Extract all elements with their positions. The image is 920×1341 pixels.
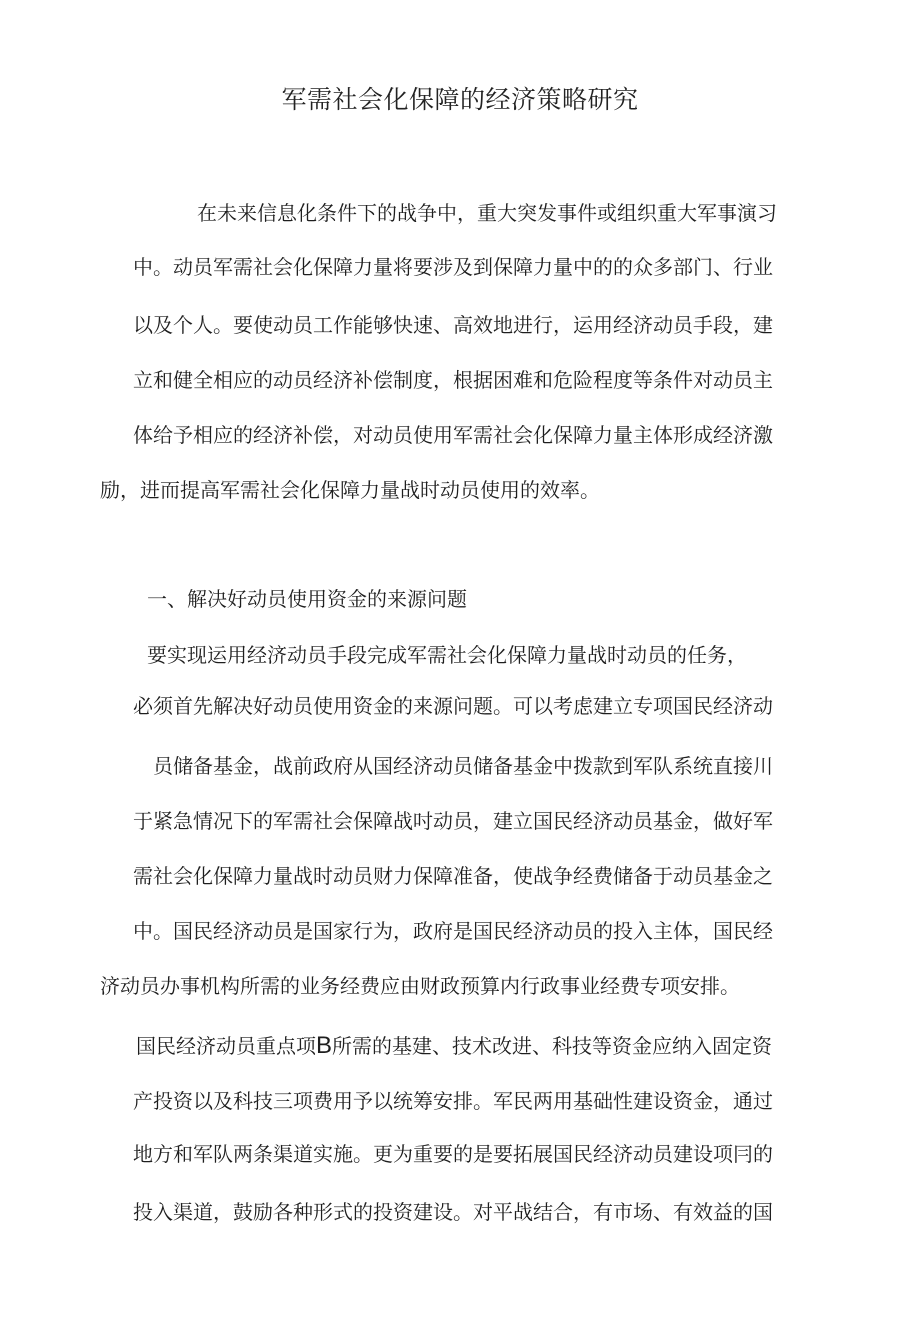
- paragraph-line: 济动员办事机构所需的业务经费应由财政预算内行政事业经费专项安排。: [100, 974, 740, 998]
- paragraph-line: 需社会化保障力量战时动员财力保障准备，使战争经费储备于动员基金之: [133, 864, 773, 888]
- text-span: B: [316, 1032, 333, 1059]
- paragraph-line: 中。动员军需社会化保障力量将要涉及到保障力量中的的众多部门、行业: [133, 255, 773, 279]
- paragraph-line: 中。国民经济动员是国家行为，政府是国民经济动员的投入主体，国民经: [133, 919, 773, 943]
- text-span: 所需的基建、技术改进、科技等资金应纳入固定资: [332, 1034, 773, 1058]
- paragraph-line: 地方和军队两条渠道实施。更为重要的是要拓展国民经济动员建设项冃的: [133, 1142, 773, 1166]
- paragraph-line: 在未来信息化条件下的战争中，重大突发事件或组织重大军事演习: [197, 201, 777, 225]
- paragraph-line: 员储备基金，战前政府从国经济动员储备基金中拨款到军队系统直接川: [153, 754, 773, 778]
- paragraph-line: 于紧急情况下的军需社会保障战吋动员，建立国民经济动员基金，做好军: [133, 809, 773, 833]
- paragraph-line: 产投资以及科技三项费用予以统筹安排。军民两用基础性建设资金，通过: [133, 1089, 773, 1113]
- paragraph-line: 体给予相应的经济补偿，对动员使用军需社会化保障力量主体形成经济激: [133, 423, 773, 447]
- paragraph-line: 要实现运用经济动员手段完成军需社会化保障力量战时动员的任务，: [147, 643, 747, 667]
- paragraph-line: [136, 1030, 772, 1060]
- paragraph-line: 以及个人。要使动员工作能够快速、高效地进行，运用经济动员手段，建: [133, 313, 773, 337]
- paragraph-line: 投入渠道，鼓励各种形式的投资建设。对平战结合，有市场、有效益的国: [133, 1200, 773, 1224]
- section-heading: 一、解决好动员使用资金的来源问题: [147, 587, 467, 611]
- document-title: 军需社会化保障的经济策略研究: [281, 85, 639, 114]
- paragraph-line: 励，进而提高军需社会化保障力量战时动员使用的效率。: [100, 478, 600, 502]
- text-span: 国民经济动员重点项: [136, 1034, 316, 1058]
- paragraph-line: 立和健全相应的动员经济补偿制度，根据困难和危险程度等条件对动员主: [133, 368, 773, 392]
- paragraph-line: 必须首先解决好动员使用资金的来源问题。可以考虑建立专项国民经济动: [133, 694, 773, 718]
